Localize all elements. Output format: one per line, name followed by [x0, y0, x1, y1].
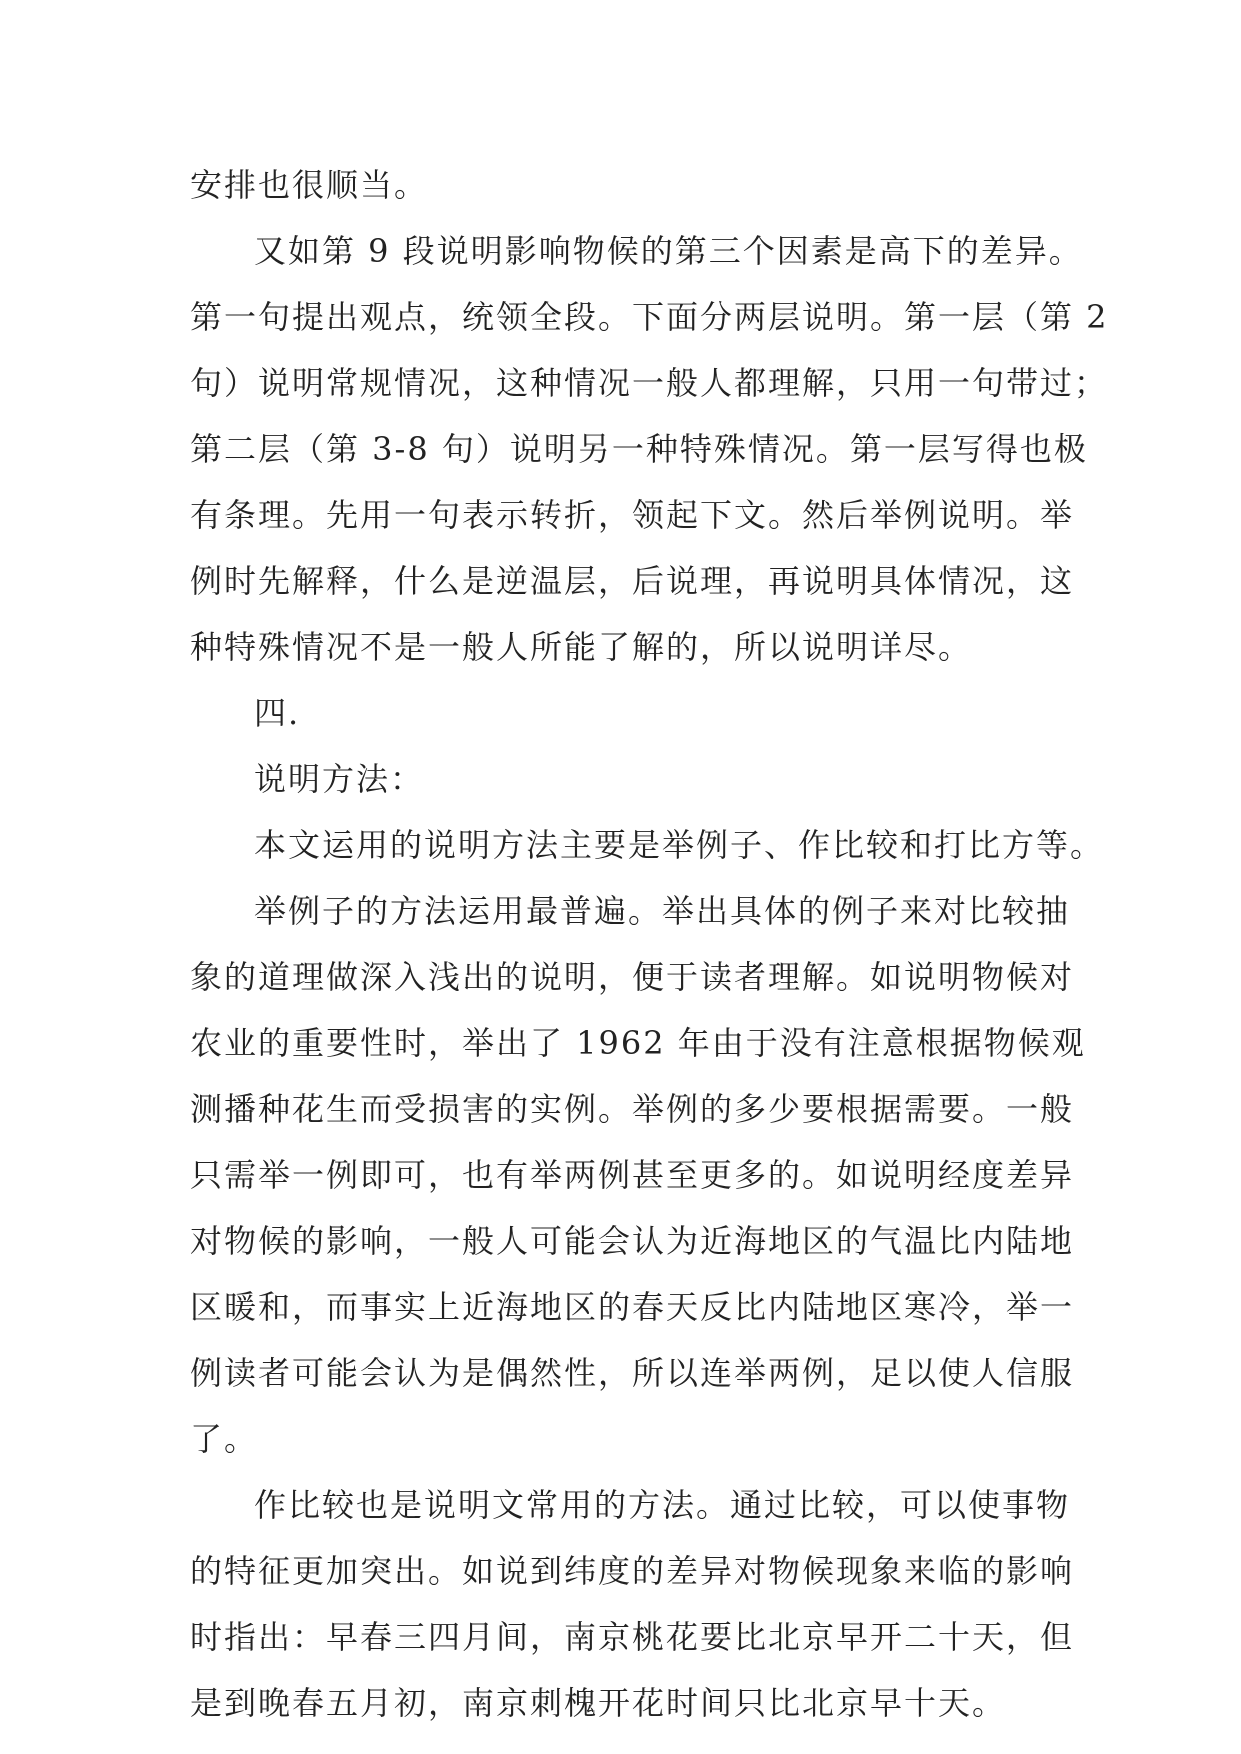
document-body	[190, 152, 1109, 1736]
text-line: 又如第 9 段说明影响物候的第三个因素是高下的差异。	[254, 232, 1083, 270]
text-line: 区暖和，而事实上近海地区的春天反比内陆地区寒冷，举一	[190, 1288, 1075, 1326]
text-line: 句）说明常规情况，这种情况一般人都理解，只用一句带过；	[190, 364, 1109, 402]
text-line: 种特殊情况不是一般人所能了解的，所以说明详尽。	[190, 628, 973, 666]
text-line: 了。	[190, 1420, 259, 1458]
text-line: 只需举一例即可，也有举两例甚至更多的。如说明经度差异	[190, 1156, 1075, 1194]
text-line: 的特征更加突出。如说到纬度的差异对物候现象来临的影响	[190, 1552, 1075, 1590]
text-line: 农业的重要性时，举出了 1962 年由于没有注意根据物候观	[190, 1024, 1086, 1062]
text-line: 象的道理做深入浅出的说明，便于读者理解。如说明物候对	[190, 958, 1075, 996]
section-heading: 说明方法：	[254, 760, 425, 798]
text-line: 是到晚春五月初，南京刺槐开花时间只比北京早十天。	[190, 1684, 1007, 1722]
section-number: 四.	[254, 694, 301, 732]
text-line: 对物候的影响，一般人可能会认为近海地区的气温比内陆地	[190, 1222, 1075, 1260]
text-line: 有条理。先用一句表示转折，领起下文。然后举例说明。举	[190, 496, 1075, 534]
text-line: 举例子的方法运用最普遍。举出具体的例子来对比较抽	[254, 892, 1071, 930]
text-line: 例读者可能会认为是偶然性，所以连举两例，足以使人信服	[190, 1354, 1075, 1392]
text-line: 例时先解释，什么是逆温层，后说理，再说明具体情况，这	[190, 562, 1075, 600]
text-line: 第二层（第 3-8 句）说明另一种特殊情况。第一层写得也极	[190, 430, 1088, 468]
text-line: 时指出：早春三四月间，南京桃花要比北京早开二十天，但	[190, 1618, 1075, 1656]
text-line: 本文运用的说明方法主要是举例子、作比较和打比方等。	[254, 826, 1105, 864]
text-line: 第一句提出观点，统领全段。下面分两层说明。第一层（第 2	[190, 298, 1109, 336]
text-line: 安排也很顺当。	[190, 166, 429, 204]
text-line: 测播种花生而受损害的实例。举例的多少要根据需要。一般	[190, 1090, 1075, 1128]
text-line: 作比较也是说明文常用的方法。通过比较，可以使事物	[254, 1486, 1071, 1524]
